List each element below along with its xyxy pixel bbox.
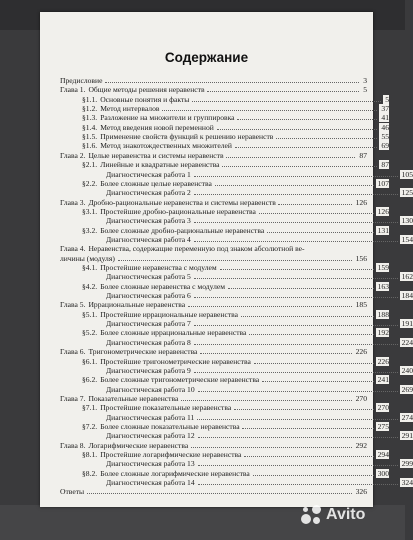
dot-leader [188,306,352,307]
toc-entry-page: 274 [401,412,413,422]
toc-entry [60,403,389,412]
toc-entry-number: §2.2. [82,178,98,188]
dot-leader [162,110,377,111]
toc-entry [60,347,367,356]
toc-entry-page: 3 [363,76,367,85]
toc-entry-page: 46 [381,122,389,132]
dot-leader [198,391,398,392]
toc-entry [60,300,367,309]
toc-entry [60,413,413,422]
toc-entry-page: 192 [377,328,389,338]
watermark-text: Avito [326,506,366,523]
toc-entry-page: 105 [401,169,413,179]
toc-entry [60,310,389,319]
toc-entry-page: 191 [401,319,413,329]
dot-leader [194,194,398,195]
toc-entry [60,198,367,207]
toc-entry-page: 107 [377,178,389,188]
dot-leader [267,232,374,233]
toc-entry [60,422,389,431]
toc-entry-label: Диагностическая работа 2 [106,188,191,198]
dot-leader [220,269,374,270]
toc-entry-label: Диагностическая работа 10 [106,384,195,394]
toc-entry [60,151,367,160]
toc-entry-label: Диагностическая работа 12 [106,431,195,441]
toc-entry [60,188,413,197]
toc-entry [60,207,389,216]
toc-entry [60,244,367,253]
toc-entry [60,216,413,225]
dot-leader [207,91,359,92]
avito-logo-icon [300,504,322,526]
dot-leader [198,437,398,438]
dot-leader [194,241,398,242]
dot-leader [276,138,377,139]
toc-entry-page: 224 [401,337,413,347]
toc-entry-page: 291 [401,431,413,441]
toc-entry-page: 241 [377,375,389,385]
toc-entry-number: Глава 7. [60,393,86,403]
toc-entry-page: 163 [377,281,389,291]
dot-leader [194,344,398,345]
toc-entry [60,441,367,450]
toc-entry-number: Глава 8. [60,440,86,450]
toc-entry-number: §8.2. [82,468,98,478]
toc-entry-number: Глава 2. [60,150,86,160]
toc-entry [60,357,389,366]
toc-entry-number: §1.5. [82,132,98,142]
toc-entry-label: Метод интервалов [100,104,160,114]
toc-entry [60,85,367,94]
toc-entry-label: Диагностическая работа 9 [106,365,191,375]
toc-entry-label: Диагностическая работа 4 [106,234,191,244]
toc-entry-page: 324 [401,478,413,488]
toc-entry-number: §7.1. [82,403,98,413]
toc-entry-label: Общие методы решения неравенств [88,85,205,95]
toc-entry-page: 37 [381,104,389,114]
toc-entry-number: §6.1. [82,356,98,366]
toc-entry-label: Диагностическая работа 5 [106,272,191,282]
toc-entry-number: §1.4. [82,122,98,132]
toc-entry [60,104,389,113]
dot-leader [262,381,374,382]
toc-entry [60,338,413,347]
toc-entry-label: Иррациональные неравенства [88,300,186,310]
toc-entry-number: Глава 5. [60,300,86,310]
toc-entry-label: Диагностическая работа 6 [106,291,191,301]
toc-entry-page: 299 [401,459,413,469]
toc-entry-label: Целые неравенства и системы неравенств [88,150,224,160]
book-page [40,12,413,507]
toc-entry-label: Диагностическая работа 13 [106,459,195,469]
dot-leader [278,204,352,205]
dot-leader [234,409,374,410]
toc-entry-label: Диагностическая работа 11 [106,412,195,422]
toc-entry [60,170,413,179]
toc-entry-label: Более сложные целые неравенства [100,178,212,188]
toc-entry-label: Диагностическая работа 3 [106,216,191,226]
toc-entry-number: §1.1. [82,94,98,104]
toc-entry-page: 300 [377,468,389,478]
toc-entry-label: личины (модуля) [60,253,115,263]
dot-leader [249,334,374,335]
toc-entry [60,113,389,122]
toc-entry-page: 130 [401,216,413,226]
dot-leader [194,176,398,177]
toc-entry [60,487,367,496]
toc-entry-label: Разложение на множители и группировка [100,113,235,123]
toc-entry-page: 55 [381,132,389,142]
dot-leader [198,465,398,466]
toc-entry [60,459,413,468]
toc-entry [60,328,389,337]
dot-leader [241,316,374,317]
toc-entry [60,179,389,188]
dot-leader [197,419,398,420]
toc-entry-page: 154 [401,234,413,244]
toc-entry-page: 159 [377,263,389,272]
toc-entry-number: §4.2. [82,281,98,291]
toc-entry-label: Простейшие дробно-рациональные неравенства [100,206,256,216]
toc-entry-page: 240 [401,365,413,375]
toc-entry-page: 41 [381,113,389,123]
toc-entry [60,141,389,150]
toc-entry-label: Ответы [60,487,85,497]
toc-entry [60,385,413,394]
toc-entry [60,95,389,104]
dot-leader [217,129,377,130]
toc-entry [60,431,413,440]
dot-leader [253,475,374,476]
toc-entry-label: Показательные неравенства [88,393,179,403]
dot-leader [198,484,398,485]
toc-entry-number: §2.1. [82,160,98,170]
dot-leader [215,185,374,186]
dot-leader [191,447,352,448]
toc-entry-label: Предисловие [60,76,103,85]
toc-entry-page: 131 [377,225,389,235]
toc-entry-page: 270 [355,393,367,403]
toc-entry-number: §5.2. [82,328,98,338]
toc-entry-page: 162 [401,272,413,282]
toc-entry-label: Более сложные логарифмические неравенства [100,468,250,478]
toc-entry-label: Диагностическая работа 7 [106,319,191,329]
toc-entry [60,450,389,459]
toc-entry-label: Простейшие иррациональные неравенства [100,309,239,319]
toc-entry-number: §5.1. [82,309,98,319]
toc-entry-number: Глава 6. [60,347,86,357]
dot-leader [226,157,355,158]
toc-entry-label: Более сложные иррациональные неравенства [100,328,247,338]
toc-entry-page: 69 [381,141,389,151]
dot-leader [105,82,359,83]
toc-entry-page: 126 [377,206,389,216]
dot-leader [194,372,398,373]
toc-entry-number: Глава 1. [60,85,86,95]
toc-entry-number: §8.1. [82,450,98,459]
dot-leader [244,456,374,457]
dot-leader [222,166,377,167]
toc-entry-label: Диагностическая работа 1 [106,169,191,179]
toc-entry-page: 326 [355,487,367,497]
toc-entry-label: Простейшие показательные неравенства [100,403,232,413]
toc-entry [60,282,389,291]
toc-entry-number: §6.2. [82,375,98,385]
dot-leader [118,260,352,261]
toc-entry-number: Глава 3. [60,197,86,207]
avito-watermark [300,504,395,526]
toc-entry-page: 188 [377,309,389,319]
toc-entry-label: Дробно-рациональные неравенства и системы неравенств [88,197,276,207]
toc-entry [60,291,413,300]
toc-entry-label: Неравенства, содержащие переменную под знаком абсолютной ве- [88,244,305,254]
toc-entry [60,160,389,169]
toc-entry-page: 292 [355,440,367,450]
toc-entry-page: 270 [377,403,389,413]
toc-entry-number: §3.1. [82,206,98,216]
toc-entry-number: §1.3. [82,113,98,123]
toc-entry [60,123,389,132]
toc-entry [60,76,367,85]
toc-entry-page: 275 [377,421,389,431]
dot-leader [254,363,374,364]
toc-entry-label: Применение свойств функций к решению неравенств [100,132,274,142]
toc-entry-label: Более сложные тригонометрические неравенства [100,375,260,385]
dot-leader [242,428,374,429]
toc-entry-number: §4.1. [82,263,98,272]
toc-entry-page: 226 [355,347,367,357]
toc-entry [60,478,413,487]
dot-leader [194,297,398,298]
toc-entry-page: 126 [355,197,367,207]
toc-entry-label: Диагностическая работа 14 [106,478,195,488]
dot-leader [259,213,374,214]
toc-entry-label: Логарифмические неравенства [88,440,189,450]
toc-entry-label: Метод знакотождественных множителей [100,141,232,151]
toc-entry-number: §3.2. [82,225,98,235]
toc-entry-label: Более сложные показательные неравенства [100,421,240,431]
toc-entry [60,132,389,141]
dot-leader [181,400,352,401]
toc-entry-number: Глава 4. [60,244,86,254]
toc-entry-label: Диагностическая работа 8 [106,337,191,347]
toc-entry-number: §1.2. [82,104,98,114]
dot-leader [228,288,374,289]
toc-entry [60,263,389,272]
toc-entry-label: Основные понятия и факты [100,94,190,104]
toc-entry [60,366,413,375]
toc-entry-label: Простейшие тригонометрические неравенства [100,356,251,366]
toc-entry-page: 87 [381,160,389,170]
toc-entry-label: Метод введения новой переменной [100,122,214,132]
toc-entry-page: 185 [355,300,367,310]
dot-leader [194,278,398,279]
toc-entry-label: Простейшие неравенства с модулем [100,263,217,272]
toc-entry [60,469,389,478]
toc-entry-label: Более сложные дробно-рациональные неравенства [100,225,265,235]
dot-leader [237,119,377,120]
toc-entry-page: 226 [377,356,389,366]
toc-entry-number: §1.6. [82,141,98,151]
toc-entry-page: 5 [385,94,389,104]
toc-entry [60,375,389,384]
toc-entry-label: Более сложные неравенства с модулем [100,281,226,291]
toc-entry [60,254,367,263]
toc-entry-label: Линейные и квадратные неравенства [100,160,220,170]
toc-entry-page: 184 [401,291,413,301]
toc-entry-page: 269 [401,384,413,394]
dot-leader [194,222,398,223]
toc-entry-page: 5 [363,85,367,95]
toc-entry [60,394,367,403]
toc-entry-page: 87 [359,150,367,160]
dot-leader [235,147,377,148]
dot-leader [194,325,398,326]
toc-entry [60,226,389,235]
dot-leader [200,353,352,354]
page-title: Содержание [164,50,249,65]
toc-entry-number: §7.2. [82,421,98,431]
toc-entry [60,319,413,328]
toc-entry-label: Простейшие логарифмические неравенства [100,450,242,459]
toc-entry-page: 156 [355,253,367,263]
toc-entry [60,235,413,244]
toc-entry-page: 125 [401,188,413,198]
dot-leader [87,493,352,494]
toc-entry [60,272,413,281]
toc-entry-label: Тригонометрические неравенства [88,347,198,357]
toc-entry-page: 294 [377,450,389,459]
dot-leader [192,101,381,102]
